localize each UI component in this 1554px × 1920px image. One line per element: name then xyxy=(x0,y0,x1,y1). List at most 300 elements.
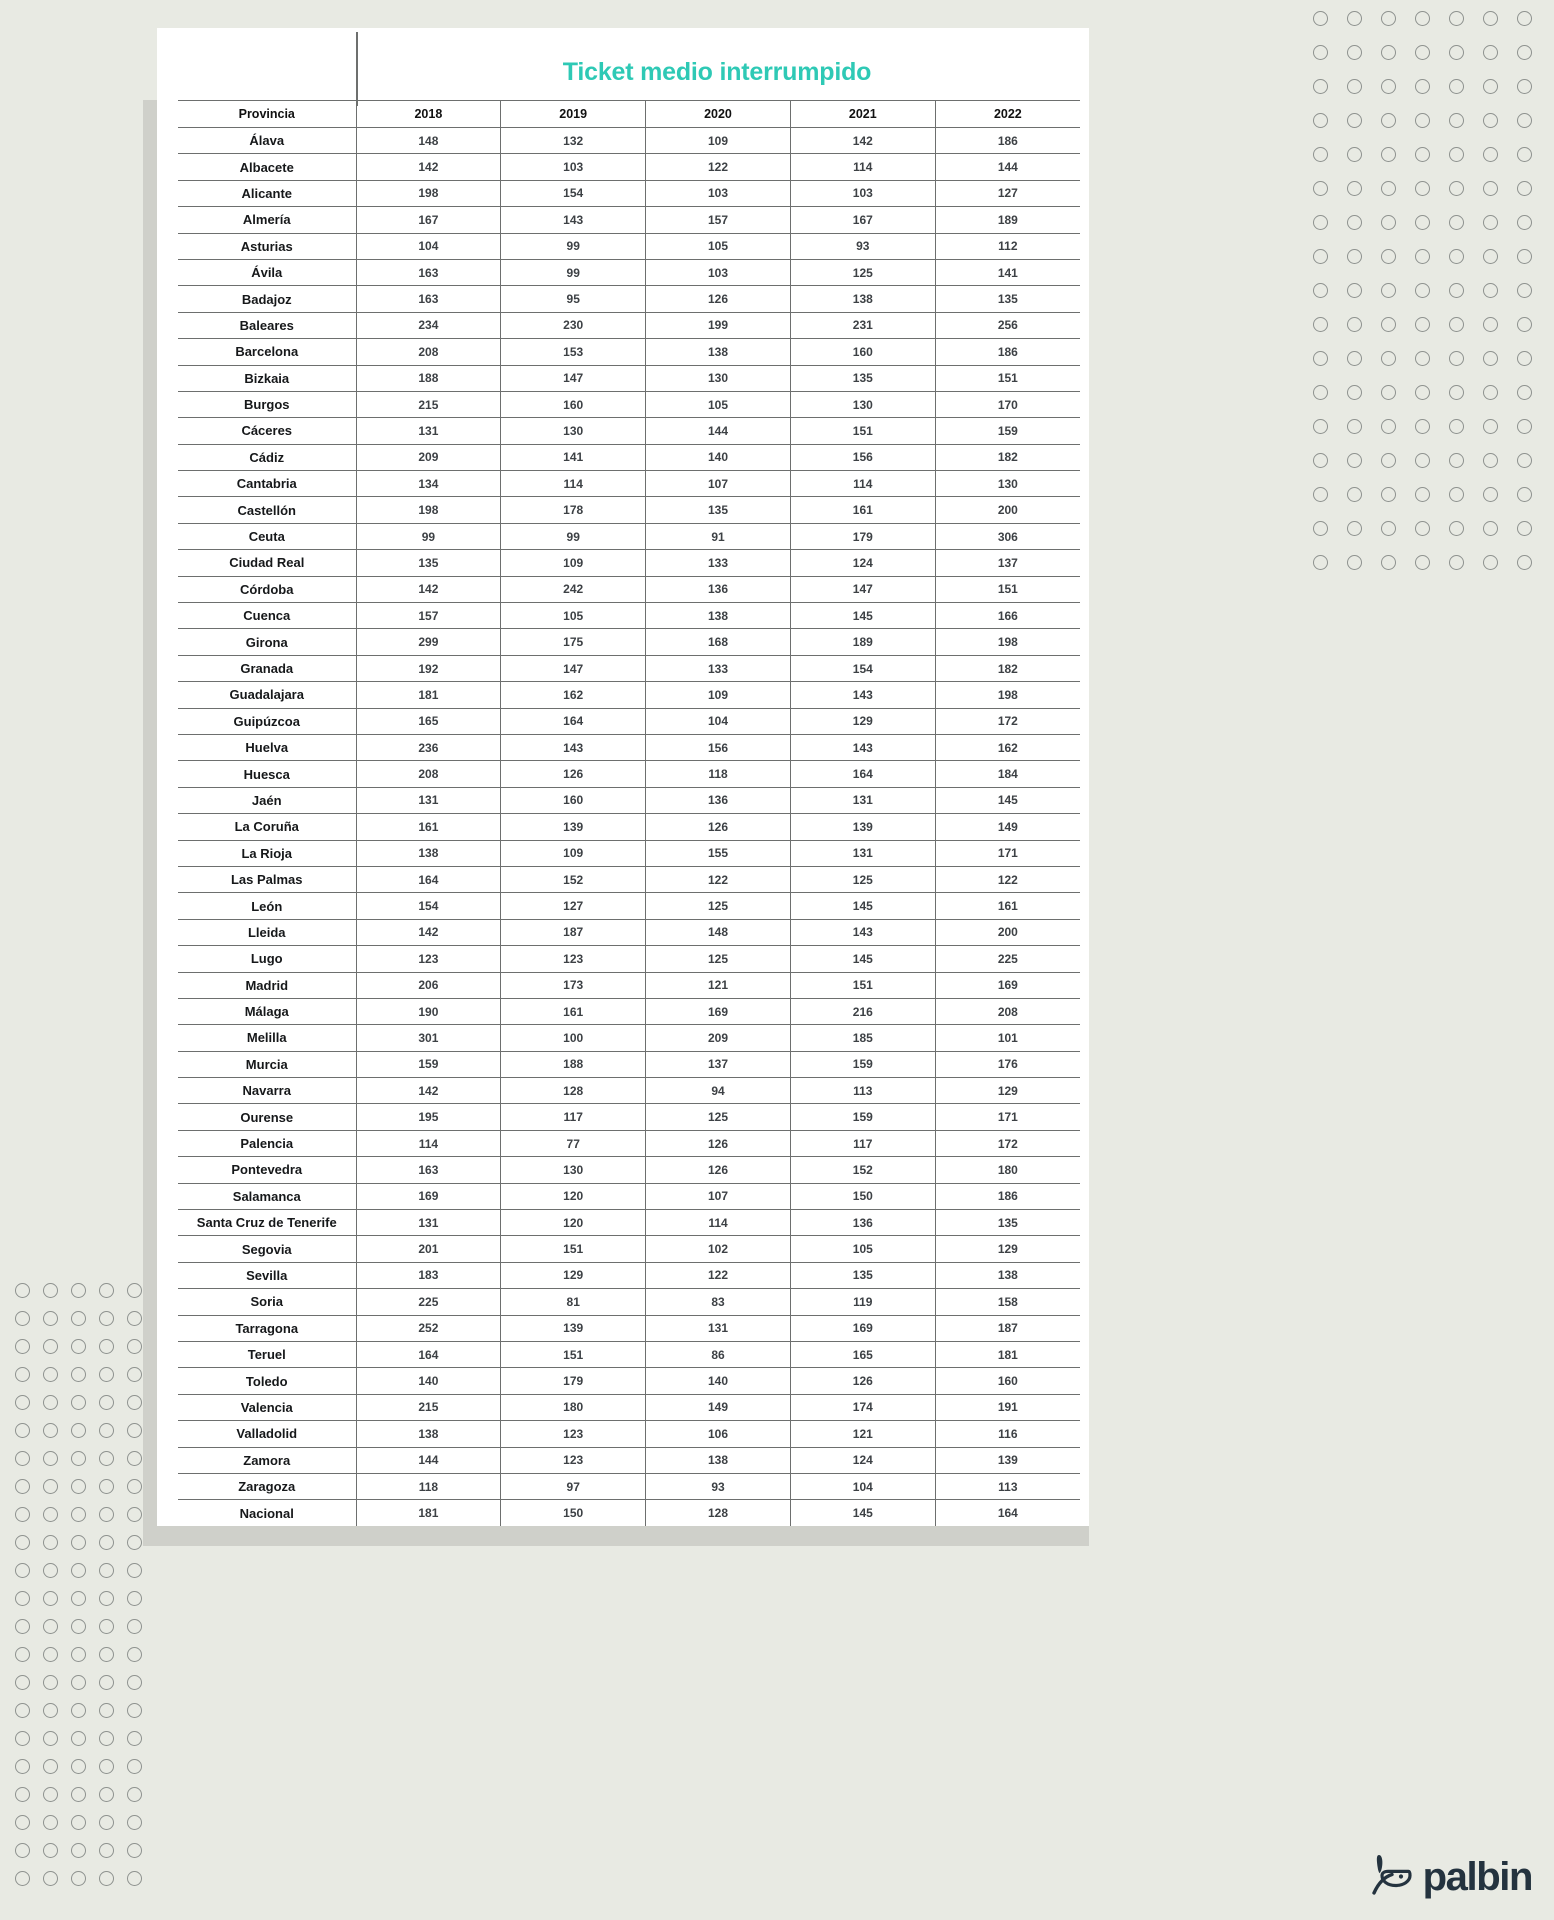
cell-2019: 123 xyxy=(501,1447,646,1473)
decorative-dot xyxy=(1374,514,1402,542)
cell-2019: 120 xyxy=(501,1183,646,1209)
decorative-dot xyxy=(1510,480,1538,508)
cell-2019: 100 xyxy=(501,1025,646,1051)
decorative-dot xyxy=(120,1612,148,1640)
table-row xyxy=(178,1157,1080,1183)
cell-2020: 138 xyxy=(646,1447,791,1473)
cell-2022: 189 xyxy=(935,207,1080,233)
decorative-dot xyxy=(1340,4,1368,32)
table-row xyxy=(178,1262,1080,1288)
row-header-provincia: Melilla xyxy=(178,1025,356,1051)
decorative-dot xyxy=(92,1332,120,1360)
decorative-dot xyxy=(1442,480,1470,508)
cell-2022: 122 xyxy=(935,866,1080,892)
decorative-dot xyxy=(1374,174,1402,202)
decorative-dot xyxy=(8,1808,36,1836)
cell-2018: 201 xyxy=(356,1236,501,1262)
cell-2021: 143 xyxy=(790,734,935,760)
cell-2021: 129 xyxy=(790,708,935,734)
decorative-dot xyxy=(1408,310,1436,338)
cell-2020: 103 xyxy=(646,180,791,206)
decorative-dot xyxy=(1340,514,1368,542)
cell-2018: 114 xyxy=(356,1130,501,1156)
cell-2020: 137 xyxy=(646,1051,791,1077)
decorative-dot xyxy=(64,1500,92,1528)
decorative-dot xyxy=(1374,140,1402,168)
decorative-dot xyxy=(36,1780,64,1808)
cell-2021: 113 xyxy=(790,1078,935,1104)
decorative-dot xyxy=(92,1836,120,1864)
cell-2022: 138 xyxy=(935,1262,1080,1288)
decorative-dot xyxy=(8,1556,36,1584)
cell-2019: 117 xyxy=(501,1104,646,1130)
decorative-dot xyxy=(1408,140,1436,168)
cell-2019: 160 xyxy=(501,391,646,417)
decorative-dot xyxy=(1476,310,1504,338)
decorative-dot xyxy=(1408,72,1436,100)
cell-2022: 127 xyxy=(935,180,1080,206)
table-row xyxy=(178,1183,1080,1209)
cell-2020: 105 xyxy=(646,233,791,259)
decorative-dot xyxy=(1374,242,1402,270)
cell-2019: 139 xyxy=(501,1315,646,1341)
cell-2018: 131 xyxy=(356,1210,501,1236)
cell-2019: 114 xyxy=(501,471,646,497)
decorative-dot xyxy=(36,1500,64,1528)
cell-2018: 164 xyxy=(356,1341,501,1367)
decorative-dot xyxy=(1442,514,1470,542)
decorative-dot xyxy=(1340,480,1368,508)
decorative-dot xyxy=(1408,174,1436,202)
row-header-provincia: Nacional xyxy=(178,1500,356,1526)
cell-2019: 81 xyxy=(501,1289,646,1315)
cell-2022: 113 xyxy=(935,1473,1080,1499)
palbin-fish-icon xyxy=(1368,1853,1414,1900)
table-row xyxy=(178,814,1080,840)
table-row xyxy=(178,629,1080,655)
row-header-provincia: La Rioja xyxy=(178,840,356,866)
cell-2020: 118 xyxy=(646,761,791,787)
row-header-provincia: Cantabria xyxy=(178,471,356,497)
cell-2022: 158 xyxy=(935,1289,1080,1315)
decorative-dot xyxy=(92,1864,120,1892)
decorative-dot xyxy=(1510,310,1538,338)
decorative-dot xyxy=(120,1584,148,1612)
table-row xyxy=(178,1341,1080,1367)
cell-2018: 181 xyxy=(356,682,501,708)
decorative-dot xyxy=(36,1724,64,1752)
cell-2019: 188 xyxy=(501,1051,646,1077)
cell-2020: 93 xyxy=(646,1473,791,1499)
row-header-provincia: Toledo xyxy=(178,1368,356,1394)
row-header-provincia: Ourense xyxy=(178,1104,356,1130)
decorative-dot xyxy=(1510,208,1538,236)
cell-2019: 179 xyxy=(501,1368,646,1394)
cell-2021: 124 xyxy=(790,1447,935,1473)
cell-2020: 133 xyxy=(646,655,791,681)
cell-2020: 86 xyxy=(646,1341,791,1367)
decorative-dot xyxy=(1408,514,1436,542)
row-header-provincia: León xyxy=(178,893,356,919)
decorative-dot xyxy=(1408,242,1436,270)
decorative-dot xyxy=(1510,174,1538,202)
cell-2022: 161 xyxy=(935,893,1080,919)
cell-2021: 135 xyxy=(790,365,935,391)
row-header-provincia: Palencia xyxy=(178,1130,356,1156)
decorative-dot xyxy=(92,1640,120,1668)
decorative-dot xyxy=(120,1640,148,1668)
decorative-dot xyxy=(64,1304,92,1332)
row-header-provincia: Cuenca xyxy=(178,603,356,629)
column-header-2019: 2019 xyxy=(501,101,646,128)
table-row xyxy=(178,286,1080,312)
decorative-dot xyxy=(1476,514,1504,542)
decorative-dot xyxy=(64,1332,92,1360)
decorative-dot xyxy=(1476,208,1504,236)
cell-2018: 236 xyxy=(356,734,501,760)
decorative-dot xyxy=(1306,446,1334,474)
decorative-dot xyxy=(1510,514,1538,542)
row-header-provincia: Alicante xyxy=(178,180,356,206)
cell-2021: 164 xyxy=(790,761,935,787)
cell-2021: 125 xyxy=(790,259,935,285)
decorative-dot xyxy=(1340,412,1368,440)
decorative-dot xyxy=(1306,276,1334,304)
decorative-dot xyxy=(8,1668,36,1696)
column-header-2020: 2020 xyxy=(646,101,791,128)
decorative-dot xyxy=(1306,208,1334,236)
decorative-dot xyxy=(36,1584,64,1612)
decorative-dot xyxy=(1374,378,1402,406)
row-header-provincia: Huesca xyxy=(178,761,356,787)
row-header-provincia: Pontevedra xyxy=(178,1157,356,1183)
cell-2021: 169 xyxy=(790,1315,935,1341)
cell-2018: 188 xyxy=(356,365,501,391)
table-row xyxy=(178,497,1080,523)
cell-2019: 150 xyxy=(501,1500,646,1526)
cell-2021: 143 xyxy=(790,919,935,945)
cell-2021: 139 xyxy=(790,814,935,840)
cell-2020: 122 xyxy=(646,1262,791,1288)
decorative-dot xyxy=(92,1696,120,1724)
row-header-provincia: Ceuta xyxy=(178,523,356,549)
decorative-dot xyxy=(120,1864,148,1892)
decorative-dot xyxy=(1476,378,1504,406)
table-row xyxy=(178,1289,1080,1315)
cell-2020: 140 xyxy=(646,1368,791,1394)
decorative-dot xyxy=(1306,310,1334,338)
decorative-dot xyxy=(120,1836,148,1864)
decorative-dot xyxy=(1374,310,1402,338)
decorative-dot xyxy=(1306,4,1334,32)
decorative-dot xyxy=(92,1556,120,1584)
cell-2018: 154 xyxy=(356,893,501,919)
decorative-dot xyxy=(92,1360,120,1388)
decorative-dot xyxy=(1408,106,1436,134)
decorative-dot xyxy=(92,1724,120,1752)
cell-2021: 151 xyxy=(790,972,935,998)
cell-2019: 123 xyxy=(501,946,646,972)
row-header-provincia: Cádiz xyxy=(178,444,356,470)
cell-2018: 118 xyxy=(356,1473,501,1499)
decorative-dot xyxy=(36,1864,64,1892)
cell-2019: 180 xyxy=(501,1394,646,1420)
table-row xyxy=(178,972,1080,998)
decorative-dot xyxy=(1510,344,1538,372)
cell-2020: 149 xyxy=(646,1394,791,1420)
decorative-dot xyxy=(1340,72,1368,100)
decorative-dot xyxy=(1340,208,1368,236)
cell-2022: 116 xyxy=(935,1421,1080,1447)
cell-2022: 169 xyxy=(935,972,1080,998)
decorative-dot xyxy=(1408,276,1436,304)
cell-2019: 160 xyxy=(501,787,646,813)
cell-2021: 161 xyxy=(790,497,935,523)
decorative-dot xyxy=(1408,446,1436,474)
decorative-dot xyxy=(36,1472,64,1500)
cell-2022: 186 xyxy=(935,1183,1080,1209)
decorative-dot xyxy=(1374,480,1402,508)
decorative-dot xyxy=(1306,38,1334,66)
cell-2018: 225 xyxy=(356,1289,501,1315)
decorative-dot xyxy=(92,1472,120,1500)
decorative-dot xyxy=(1476,242,1504,270)
palbin-logo xyxy=(1368,1853,1532,1900)
decorative-dot xyxy=(36,1276,64,1304)
row-header-provincia: Barcelona xyxy=(178,339,356,365)
cell-2020: 130 xyxy=(646,365,791,391)
cell-2019: 128 xyxy=(501,1078,646,1104)
cell-2018: 123 xyxy=(356,946,501,972)
decorative-dot xyxy=(1374,412,1402,440)
table-row xyxy=(178,523,1080,549)
decorative-dot xyxy=(8,1696,36,1724)
cell-2021: 126 xyxy=(790,1368,935,1394)
cell-2022: 151 xyxy=(935,576,1080,602)
decorative-dot xyxy=(1510,38,1538,66)
decorative-dot xyxy=(1510,242,1538,270)
cell-2019: 109 xyxy=(501,840,646,866)
decorative-dot xyxy=(36,1304,64,1332)
decorative-dot xyxy=(1510,72,1538,100)
cell-2018: 208 xyxy=(356,339,501,365)
decorative-dot xyxy=(36,1752,64,1780)
decorative-dot xyxy=(36,1668,64,1696)
cell-2018: 209 xyxy=(356,444,501,470)
cell-2021: 124 xyxy=(790,550,935,576)
cell-2019: 126 xyxy=(501,761,646,787)
decorative-dot xyxy=(64,1724,92,1752)
decorative-dot xyxy=(92,1304,120,1332)
cell-2019: 99 xyxy=(501,523,646,549)
decorative-dot-grid-top-right xyxy=(1306,4,1544,582)
cell-2018: 301 xyxy=(356,1025,501,1051)
cell-2020: 144 xyxy=(646,418,791,444)
row-header-provincia: Soria xyxy=(178,1289,356,1315)
cell-2019: 103 xyxy=(501,154,646,180)
decorative-dot xyxy=(1510,140,1538,168)
decorative-dot xyxy=(36,1556,64,1584)
cell-2020: 133 xyxy=(646,550,791,576)
decorative-dot xyxy=(120,1808,148,1836)
cell-2018: 198 xyxy=(356,497,501,523)
card-shadow-bottom xyxy=(143,1526,1089,1546)
cell-2018: 215 xyxy=(356,391,501,417)
cell-2018: 206 xyxy=(356,972,501,998)
decorative-dot xyxy=(1340,106,1368,134)
table-row xyxy=(178,418,1080,444)
table-row xyxy=(178,1447,1080,1473)
decorative-dot xyxy=(1442,140,1470,168)
cell-2021: 136 xyxy=(790,1210,935,1236)
cell-2019: 162 xyxy=(501,682,646,708)
row-header-provincia: Bizkaia xyxy=(178,365,356,391)
decorative-dot xyxy=(8,1584,36,1612)
cell-2018: 195 xyxy=(356,1104,501,1130)
cell-2019: 105 xyxy=(501,603,646,629)
decorative-dot xyxy=(92,1276,120,1304)
cell-2022: 101 xyxy=(935,1025,1080,1051)
decorative-dot xyxy=(1306,548,1334,576)
cell-2022: 256 xyxy=(935,312,1080,338)
cell-2022: 112 xyxy=(935,233,1080,259)
cell-2018: 99 xyxy=(356,523,501,549)
cell-2018: 144 xyxy=(356,1447,501,1473)
cell-2022: 137 xyxy=(935,550,1080,576)
row-header-provincia: Ávila xyxy=(178,259,356,285)
decorative-dot xyxy=(92,1500,120,1528)
decorative-dot xyxy=(1340,174,1368,202)
cell-2018: 165 xyxy=(356,708,501,734)
cell-2020: 122 xyxy=(646,154,791,180)
cell-2022: 162 xyxy=(935,734,1080,760)
decorative-dot xyxy=(1442,446,1470,474)
table-row xyxy=(178,1473,1080,1499)
decorative-dot xyxy=(1510,412,1538,440)
cell-2020: 138 xyxy=(646,603,791,629)
row-header-provincia: Valencia xyxy=(178,1394,356,1420)
table-row xyxy=(178,708,1080,734)
decorative-dot xyxy=(1340,140,1368,168)
decorative-dot xyxy=(1442,208,1470,236)
cell-2021: 189 xyxy=(790,629,935,655)
decorative-dot xyxy=(36,1416,64,1444)
title-band xyxy=(157,28,1089,100)
cell-2021: 135 xyxy=(790,1262,935,1288)
decorative-dot xyxy=(36,1696,64,1724)
decorative-dot xyxy=(92,1388,120,1416)
cell-2020: 136 xyxy=(646,576,791,602)
decorative-dot xyxy=(8,1360,36,1388)
cell-2022: 130 xyxy=(935,471,1080,497)
decorative-dot xyxy=(8,1472,36,1500)
decorative-dot xyxy=(120,1724,148,1752)
decorative-dot xyxy=(1476,38,1504,66)
decorative-dot xyxy=(1476,548,1504,576)
decorative-dot xyxy=(36,1808,64,1836)
cell-2022: 180 xyxy=(935,1157,1080,1183)
decorative-dot xyxy=(8,1500,36,1528)
cell-2019: 120 xyxy=(501,1210,646,1236)
decorative-dot xyxy=(8,1752,36,1780)
table-row xyxy=(178,207,1080,233)
decorative-dot xyxy=(1374,548,1402,576)
cell-2020: 126 xyxy=(646,1130,791,1156)
cell-2020: 209 xyxy=(646,1025,791,1051)
cell-2019: 161 xyxy=(501,998,646,1024)
decorative-dot xyxy=(8,1276,36,1304)
decorative-dot xyxy=(1442,378,1470,406)
decorative-dot xyxy=(1442,38,1470,66)
cell-2022: 145 xyxy=(935,787,1080,813)
cell-2022: 135 xyxy=(935,1210,1080,1236)
decorative-dot xyxy=(1476,344,1504,372)
cell-2021: 174 xyxy=(790,1394,935,1420)
decorative-dot xyxy=(1306,514,1334,542)
decorative-dot xyxy=(1306,412,1334,440)
row-header-provincia: Lugo xyxy=(178,946,356,972)
row-header-provincia: Huelva xyxy=(178,734,356,760)
decorative-dot xyxy=(8,1528,36,1556)
table-row xyxy=(178,365,1080,391)
decorative-dot xyxy=(92,1528,120,1556)
column-header-2021: 2021 xyxy=(790,101,935,128)
table-row xyxy=(178,128,1080,154)
table-header xyxy=(178,101,1080,128)
decorative-dot xyxy=(1374,38,1402,66)
report-card xyxy=(157,28,1089,1526)
column-header-provincia: Provincia xyxy=(178,101,356,128)
row-header-provincia: Guipúzcoa xyxy=(178,708,356,734)
cell-2021: 130 xyxy=(790,391,935,417)
decorative-dot xyxy=(1340,310,1368,338)
decorative-dot xyxy=(36,1332,64,1360)
cell-2018: 138 xyxy=(356,840,501,866)
cell-2019: 153 xyxy=(501,339,646,365)
decorative-dot xyxy=(1408,208,1436,236)
cell-2018: 135 xyxy=(356,550,501,576)
cell-2020: 121 xyxy=(646,972,791,998)
decorative-dot xyxy=(64,1668,92,1696)
cell-2020: 199 xyxy=(646,312,791,338)
decorative-dot xyxy=(1340,446,1368,474)
cell-2021: 216 xyxy=(790,998,935,1024)
decorative-dot xyxy=(64,1276,92,1304)
decorative-dot xyxy=(1442,412,1470,440)
decorative-dot xyxy=(64,1752,92,1780)
decorative-dot xyxy=(120,1780,148,1808)
cell-2019: 151 xyxy=(501,1341,646,1367)
cell-2018: 252 xyxy=(356,1315,501,1341)
decorative-dot xyxy=(8,1836,36,1864)
table-row xyxy=(178,1236,1080,1262)
cell-2018: 131 xyxy=(356,418,501,444)
decorative-dot xyxy=(120,1752,148,1780)
table-row xyxy=(178,1130,1080,1156)
decorative-dot xyxy=(64,1416,92,1444)
cell-2022: 208 xyxy=(935,998,1080,1024)
cell-2022: 200 xyxy=(935,919,1080,945)
row-header-provincia: Córdoba xyxy=(178,576,356,602)
cell-2020: 140 xyxy=(646,444,791,470)
cell-2021: 117 xyxy=(790,1130,935,1156)
row-header-provincia: Burgos xyxy=(178,391,356,417)
cell-2021: 145 xyxy=(790,893,935,919)
decorative-dot xyxy=(1476,106,1504,134)
table-row xyxy=(178,1104,1080,1130)
palbin-wordmark: palbin xyxy=(1422,1854,1532,1899)
cell-2020: 125 xyxy=(646,1104,791,1130)
